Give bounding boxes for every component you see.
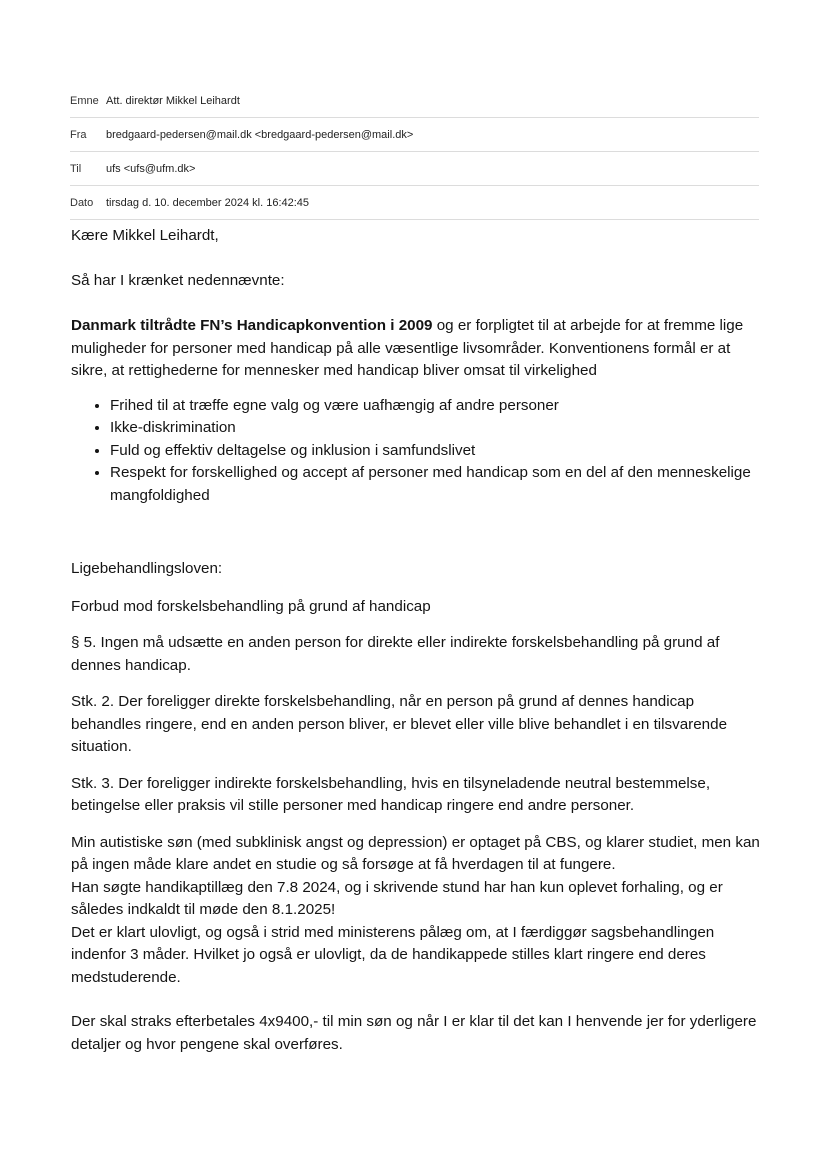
rights-item: • Frihed til at træffe egne valg og være uafhængig af andre personer (110, 395, 761, 418)
to-row (70, 152, 759, 186)
subject-value: Att. direktør Mikkel Leihardt (106, 94, 240, 107)
demand-paragraph: Der skal straks efterbetales 4x9400,- til min søn og når I er klar til det kan I henvende jer for yderligere detaljer og hvor pengene skal overføres. (71, 1013, 757, 1053)
date-label: Dato (70, 196, 94, 209)
stk-3: Stk. 3. Der foreligger indirekte forskelsbehandling, hvis en tilsyneladende neutral bestemmelse, betingelse eller praksis vil stille personer med handicap ringere end andre personer. (71, 774, 711, 814)
convention-rest: og er forpligtet til at arbejde for at fremme lige muligheder for personer med handicap på alle væsentlige livsområder. Konventionens formål er at sikre, at rettighederne for mennesker med handicap bliver omsat til virkelighed (71, 317, 744, 379)
section-5: § 5. Ingen må udsætte en anden person for direkte eller indirekte forskelsbehandling på grund af dennes handicap. (71, 634, 720, 674)
story-line-3: Det er klart ulovligt, og også i strid med ministerens pålæg om, at I færdiggør sagsbehandlingen indenfor 3 måder. Hvilket jo også er ulovligt, da de handikappede stilles klart ringere end deres medstuderende. (71, 923, 715, 986)
story-line-2: Han søgte handikaptillæg den 7.8 2024, og i skrivende stund har han kun oplevet forhaling, og er således indkaldt til møde den 8.1.2025! (71, 878, 723, 918)
from-row (70, 118, 759, 152)
convention-paragraph (71, 315, 761, 383)
from-label: Fra (70, 128, 87, 141)
subject-row (70, 84, 759, 118)
convention-bold: Danmark tiltrådte FN’s Handicapkonvention i 2009 (71, 317, 433, 334)
email-header (70, 84, 759, 220)
subject-label: Emne (70, 94, 99, 107)
stk-2: Stk. 2. Der foreligger direkte forskelsbehandling, når en person på grund af dennes handicap behandles ringere, end en anden person bliver, er blevet eller ville blive behandlet i en tilsvarende situation. (71, 693, 728, 755)
rights-item: • Ikke-diskrimination (110, 417, 761, 440)
to-value: ufs <ufs@ufm.dk> (106, 162, 196, 175)
to-label: Til (70, 162, 82, 175)
rights-list (71, 395, 761, 508)
rights-item: • Respekt for forskellighed og accept af personer med handicap som en del af den menneskelige mangfoldighed (110, 462, 761, 507)
date-value: tirsdag d. 10. december 2024 kl. 16:42:45 (106, 196, 310, 209)
intro-text: Så har I krænket nedennævnte: (71, 271, 285, 289)
from-value: bredgaard-pedersen@mail.dk <bredgaard-pedersen@mail.dk> (106, 128, 414, 141)
story-paragraph (71, 832, 761, 990)
story-line-1: Min autistiske søn (med subklinisk angst og depression) er optaget på CBS, og klarer studiet, men kan på ingen måde klare andet en studie og så forsøge at få hverdagen til at fungere. (71, 833, 760, 873)
rights-item: • Fuld og effektiv deltagelse og inklusion i samfundslivet (110, 440, 761, 463)
law-title: Ligebehandlingsloven: (71, 560, 223, 577)
date-row (70, 186, 759, 220)
greeting: Kære Mikkel Leihardt, (71, 227, 219, 244)
ban-title: Forbud mod forskelsbehandling på grund af handicap (71, 597, 431, 615)
email-body (71, 225, 761, 1056)
